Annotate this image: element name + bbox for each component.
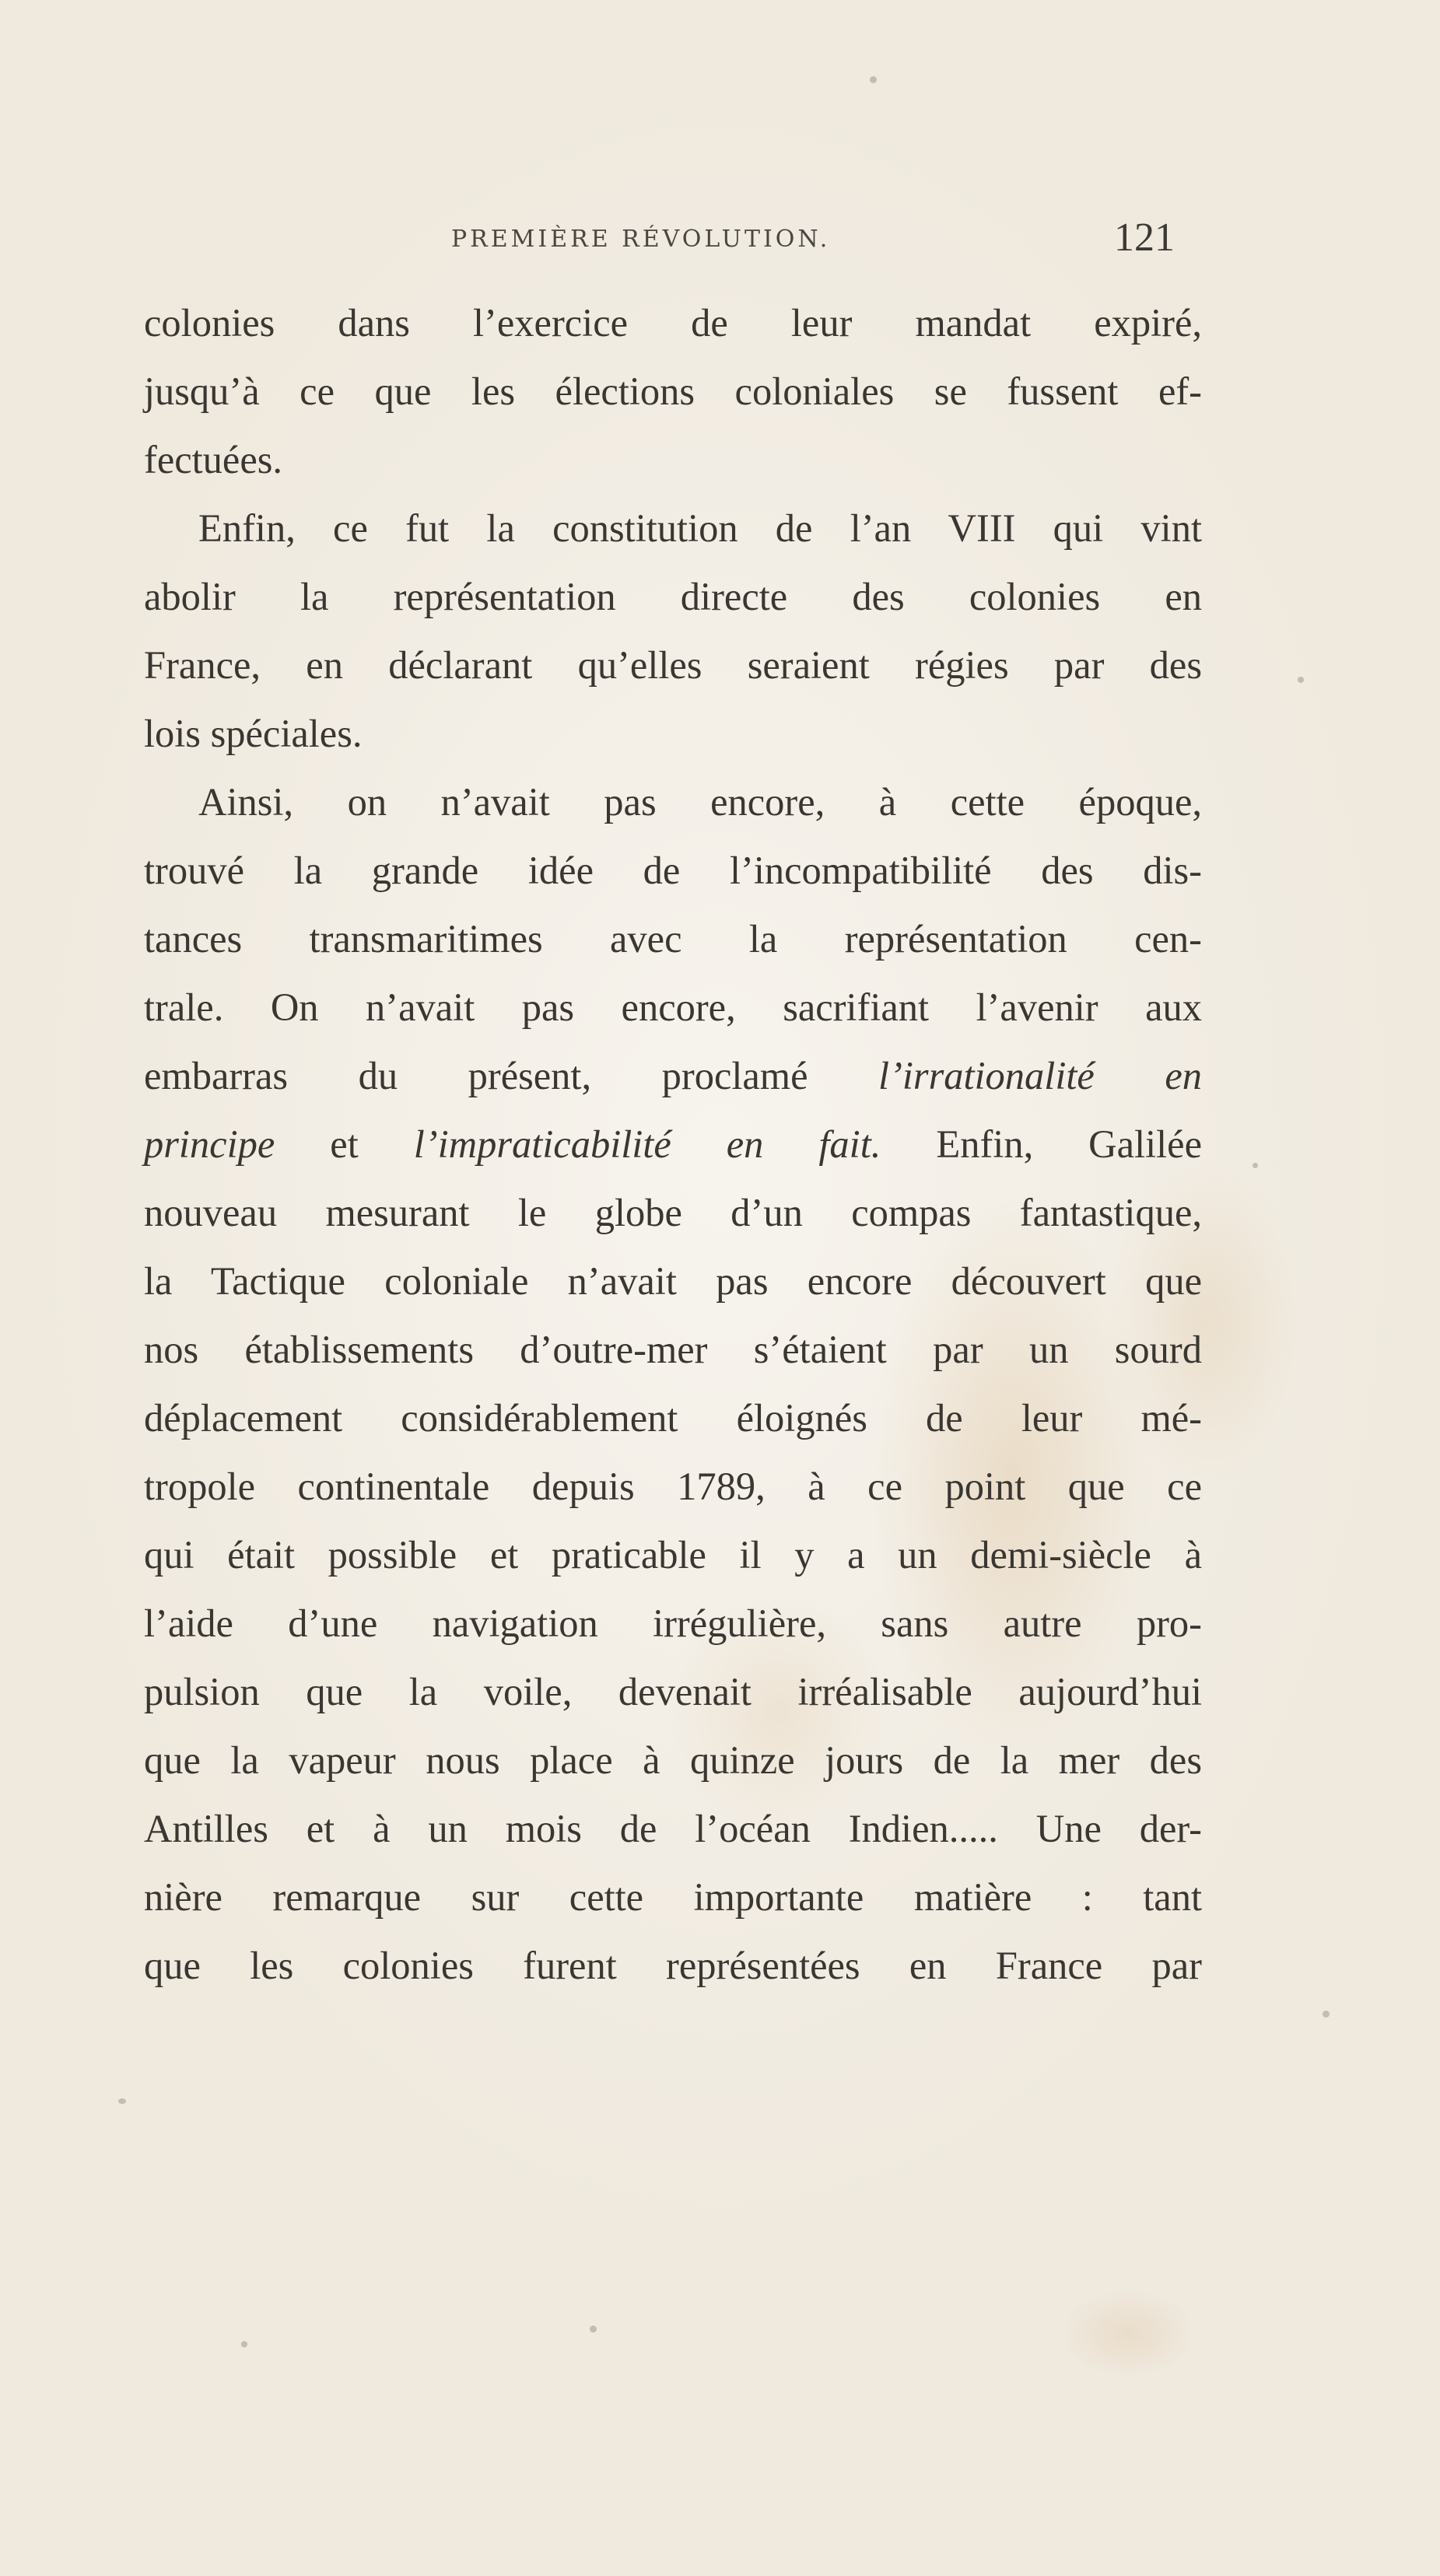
text-line: pulsion que la voile, devenait irréalisable aujourd’hui [144, 1670, 1202, 1713]
text-line: abolir la représentation directe des colonies en [144, 575, 1202, 618]
text-line: lois spéciales. [144, 712, 363, 755]
text-line: qui était possible et praticable il y a un demi-siècle à [144, 1533, 1202, 1577]
page-number: 121 [1114, 215, 1175, 260]
text-line: déplacement considérablement éloignés de leur mé- [144, 1396, 1202, 1440]
text-line: que les colonies furent représentées en France par [144, 1944, 1202, 1987]
paper-speck [1298, 677, 1304, 683]
text-line: Enfin, ce fut la constitution de l’an VIII qui vint [198, 506, 1202, 550]
text-line: France, en déclarant qu’elles seraient régies par des [144, 643, 1202, 687]
paper-speck [590, 2326, 597, 2333]
text-line [144, 1109, 1202, 1179]
page-header [436, 215, 1182, 264]
text-line: Antilles et à un mois de l’océan Indien..... Une der- [144, 1807, 1202, 1850]
italic-phrase: l’impraticabilité en fait. [413, 1122, 881, 1166]
text-line: nouveau mesurant le globe d’un compas fantastique, [144, 1191, 1202, 1234]
text-line: nos établissements d’outre-mer s’étaient par un sourd [144, 1328, 1202, 1371]
text-segment: et [275, 1122, 414, 1166]
text-line: trouvé la grande idée de l’incompatibilité des dis- [144, 849, 1202, 892]
text-line: jusqu’à ce que les élections coloniales se fussent ef- [144, 369, 1202, 413]
paper-speck [241, 2341, 247, 2347]
text-line: tances transmaritimes avec la représentation cen- [144, 917, 1202, 961]
text-line: nière remarque sur cette importante matière : tant [144, 1875, 1202, 1919]
text-line: Ainsi, on n’avait pas encore, à cette époque, [198, 780, 1202, 824]
text-line: colonies dans l’exercice de leur mandat expiré, [144, 301, 1202, 345]
paper-speck [118, 2098, 126, 2104]
text-line [144, 1041, 1202, 1111]
text-line: que la vapeur nous place à quinze jours de la mer des [144, 1738, 1202, 1782]
body-text [144, 288, 1202, 2077]
italic-phrase: l’irrationalité en [878, 1054, 1202, 1097]
text-segment: Enfin, Galilée [881, 1122, 1202, 1166]
text-line: trale. On n’avait pas encore, sacrifiant l’avenir aux [144, 985, 1202, 1029]
text-line: l’aide d’une navigation irrégulière, sans autre pro- [144, 1601, 1202, 1645]
text-segment: embarras du présent, proclamé [144, 1054, 879, 1097]
running-title: PREMIÈRE RÉVOLUTION. [451, 226, 831, 253]
paper-speck [870, 76, 877, 83]
italic-phrase: principe [144, 1122, 275, 1166]
paper-speck [1253, 1163, 1258, 1168]
text-line: la Tactique coloniale n’avait pas encore découvert que [144, 1259, 1202, 1303]
text-line: fectuées. [144, 438, 283, 481]
paper-speck [1323, 2011, 1330, 2018]
text-line: tropole continentale depuis 1789, à ce point que ce [144, 1465, 1202, 1508]
